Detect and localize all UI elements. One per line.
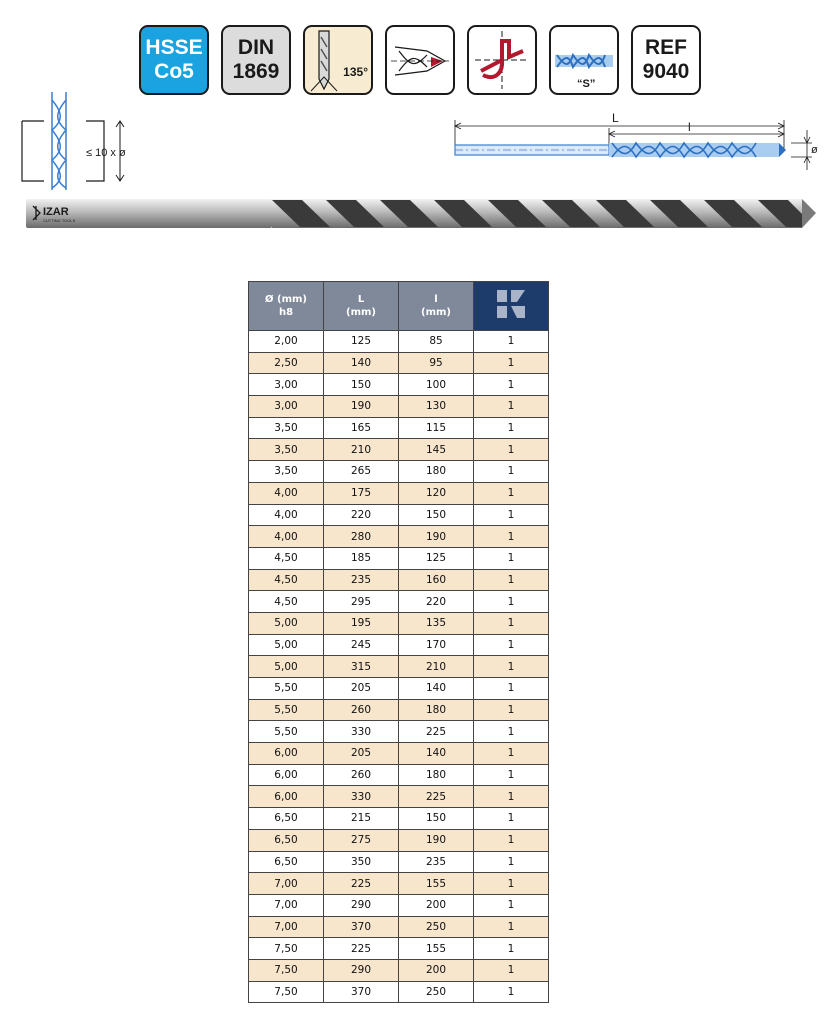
cell-diameter: 7,50 bbox=[249, 938, 324, 960]
cell-pack-quantity: 1 bbox=[474, 526, 549, 548]
cell-pack-quantity: 1 bbox=[474, 678, 549, 700]
cell-diameter: 5,50 bbox=[249, 721, 324, 743]
cell-total-length: 140 bbox=[324, 352, 399, 374]
table-row bbox=[249, 439, 549, 461]
cell-flute-length: 225 bbox=[399, 721, 474, 743]
dimension-diagram bbox=[455, 111, 818, 170]
table-row bbox=[249, 959, 549, 981]
cell-total-length: 220 bbox=[324, 504, 399, 526]
cell-diameter: 4,00 bbox=[249, 526, 324, 548]
cell-pack-quantity: 1 bbox=[474, 959, 549, 981]
cell-total-length: 370 bbox=[324, 916, 399, 938]
cell-pack-quantity: 1 bbox=[474, 374, 549, 396]
cell-total-length: 295 bbox=[324, 591, 399, 613]
cell-diameter: 4,00 bbox=[249, 504, 324, 526]
cell-total-length: 260 bbox=[324, 699, 399, 721]
cell-pack-quantity: 1 bbox=[474, 504, 549, 526]
cell-flute-length: 160 bbox=[399, 569, 474, 591]
cell-total-length: 350 bbox=[324, 851, 399, 873]
cell-flute-length: 200 bbox=[399, 894, 474, 916]
table-row bbox=[249, 482, 549, 504]
cell-pack-quantity: 1 bbox=[474, 439, 549, 461]
table-row bbox=[249, 894, 549, 916]
cell-flute-length: 155 bbox=[399, 938, 474, 960]
cell-pack-quantity: 1 bbox=[474, 352, 549, 374]
cell-diameter: 5,50 bbox=[249, 678, 324, 700]
cell-flute-length: 200 bbox=[399, 959, 474, 981]
table-header-row bbox=[249, 282, 549, 331]
cell-total-length: 280 bbox=[324, 526, 399, 548]
cell-pack-quantity: 1 bbox=[474, 331, 549, 353]
table-row bbox=[249, 352, 549, 374]
depth-diagram bbox=[22, 92, 126, 190]
cell-flute-length: 180 bbox=[399, 764, 474, 786]
cell-pack-quantity: 1 bbox=[474, 916, 549, 938]
cell-diameter: 3,00 bbox=[249, 396, 324, 418]
cell-total-length: 165 bbox=[324, 417, 399, 439]
cell-diameter: 4,50 bbox=[249, 569, 324, 591]
cell-total-length: 275 bbox=[324, 829, 399, 851]
cell-flute-length: 115 bbox=[399, 417, 474, 439]
cell-flute-length: 225 bbox=[399, 786, 474, 808]
table-row bbox=[249, 764, 549, 786]
cell-diameter: 3,50 bbox=[249, 461, 324, 483]
cell-flute-length: 235 bbox=[399, 851, 474, 873]
cell-total-length: 175 bbox=[324, 482, 399, 504]
cell-diameter: 5,00 bbox=[249, 656, 324, 678]
standard-line1: DIN bbox=[237, 36, 275, 59]
cell-flute-length: 150 bbox=[399, 504, 474, 526]
cell-diameter: 5,50 bbox=[249, 699, 324, 721]
col-pack-quantity bbox=[474, 282, 549, 331]
cell-flute-length: 120 bbox=[399, 482, 474, 504]
cell-pack-quantity: 1 bbox=[474, 569, 549, 591]
cell-flute-length: 125 bbox=[399, 547, 474, 569]
table-row bbox=[249, 938, 549, 960]
cell-flute-length: 250 bbox=[399, 981, 474, 1003]
cell-pack-quantity: 1 bbox=[474, 482, 549, 504]
cell-flute-length: 130 bbox=[399, 396, 474, 418]
cell-diameter: 3,00 bbox=[249, 374, 324, 396]
cell-diameter: 7,00 bbox=[249, 916, 324, 938]
cell-total-length: 290 bbox=[324, 959, 399, 981]
drill-photo bbox=[26, 199, 816, 228]
cell-total-length: 225 bbox=[324, 873, 399, 895]
cell-pack-quantity: 1 bbox=[474, 981, 549, 1003]
cell-total-length: 185 bbox=[324, 547, 399, 569]
cell-total-length: 330 bbox=[324, 786, 399, 808]
cell-pack-quantity: 1 bbox=[474, 851, 549, 873]
cell-pack-quantity: 1 bbox=[474, 396, 549, 418]
cell-total-length: 215 bbox=[324, 808, 399, 830]
cell-flute-length: 150 bbox=[399, 808, 474, 830]
cell-total-length: 205 bbox=[324, 743, 399, 765]
cell-flute-length: 155 bbox=[399, 873, 474, 895]
cell-diameter: 6,50 bbox=[249, 808, 324, 830]
cell-diameter: 5,00 bbox=[249, 612, 324, 634]
cell-flute-length: 85 bbox=[399, 331, 474, 353]
table-row bbox=[249, 678, 549, 700]
cell-diameter: 6,50 bbox=[249, 851, 324, 873]
technical-drawing bbox=[0, 0, 837, 250]
cell-pack-quantity: 1 bbox=[474, 721, 549, 743]
table-row bbox=[249, 808, 549, 830]
cell-flute-length: 140 bbox=[399, 743, 474, 765]
cell-diameter: 7,50 bbox=[249, 981, 324, 1003]
cell-pack-quantity: 1 bbox=[474, 656, 549, 678]
cell-diameter: 6,00 bbox=[249, 764, 324, 786]
cell-diameter: 6,00 bbox=[249, 786, 324, 808]
cell-total-length: 190 bbox=[324, 396, 399, 418]
standard-line2: 1869 bbox=[232, 60, 280, 83]
cell-diameter: 5,00 bbox=[249, 634, 324, 656]
cell-pack-quantity: 1 bbox=[474, 699, 549, 721]
cell-diameter: 2,50 bbox=[249, 352, 324, 374]
table-row bbox=[249, 634, 549, 656]
cell-total-length: 195 bbox=[324, 612, 399, 634]
cell-flute-length: 135 bbox=[399, 612, 474, 634]
cell-diameter: 3,50 bbox=[249, 439, 324, 461]
cell-flute-length: 140 bbox=[399, 678, 474, 700]
cell-diameter: 4,50 bbox=[249, 547, 324, 569]
cell-pack-quantity: 1 bbox=[474, 743, 549, 765]
cell-flute-length: 170 bbox=[399, 634, 474, 656]
table-row bbox=[249, 591, 549, 613]
table-row bbox=[249, 374, 549, 396]
table-row bbox=[249, 721, 549, 743]
cell-total-length: 370 bbox=[324, 981, 399, 1003]
cell-total-length: 235 bbox=[324, 569, 399, 591]
table-row bbox=[249, 699, 549, 721]
cell-diameter: 7,50 bbox=[249, 959, 324, 981]
cell-total-length: 205 bbox=[324, 678, 399, 700]
cell-flute-length: 190 bbox=[399, 829, 474, 851]
cell-pack-quantity: 1 bbox=[474, 612, 549, 634]
col-flute-length: l (mm) bbox=[399, 282, 474, 331]
dim-L-label: L bbox=[612, 111, 619, 125]
cell-total-length: 315 bbox=[324, 656, 399, 678]
helix-type-label: “S” bbox=[577, 78, 596, 90]
cell-total-length: 225 bbox=[324, 938, 399, 960]
cell-pack-quantity: 1 bbox=[474, 873, 549, 895]
material-line2: Co5 bbox=[154, 60, 194, 83]
package-icon bbox=[493, 286, 529, 322]
cell-diameter: 6,50 bbox=[249, 829, 324, 851]
cell-pack-quantity: 1 bbox=[474, 808, 549, 830]
cell-flute-length: 95 bbox=[399, 352, 474, 374]
cell-diameter: 2,00 bbox=[249, 331, 324, 353]
table-row bbox=[249, 873, 549, 895]
cell-pack-quantity: 1 bbox=[474, 547, 549, 569]
cell-pack-quantity: 1 bbox=[474, 786, 549, 808]
table-row bbox=[249, 612, 549, 634]
cell-flute-length: 220 bbox=[399, 591, 474, 613]
cell-pack-quantity: 1 bbox=[474, 894, 549, 916]
cell-total-length: 290 bbox=[324, 894, 399, 916]
cell-pack-quantity: 1 bbox=[474, 591, 549, 613]
cell-flute-length: 190 bbox=[399, 526, 474, 548]
cell-flute-length: 180 bbox=[399, 461, 474, 483]
cell-total-length: 265 bbox=[324, 461, 399, 483]
cell-diameter: 7,00 bbox=[249, 873, 324, 895]
table-row bbox=[249, 396, 549, 418]
table-row bbox=[249, 981, 549, 1003]
point-angle-label: 135° bbox=[343, 65, 368, 79]
table-row bbox=[249, 547, 549, 569]
material-line1: HSSE bbox=[145, 36, 203, 59]
cell-pack-quantity: 1 bbox=[474, 938, 549, 960]
cell-total-length: 330 bbox=[324, 721, 399, 743]
cell-pack-quantity: 1 bbox=[474, 461, 549, 483]
table-row bbox=[249, 526, 549, 548]
cell-diameter: 4,00 bbox=[249, 482, 324, 504]
table-row bbox=[249, 417, 549, 439]
cell-pack-quantity: 1 bbox=[474, 417, 549, 439]
table-row bbox=[249, 461, 549, 483]
table-row bbox=[249, 829, 549, 851]
cell-flute-length: 100 bbox=[399, 374, 474, 396]
cell-pack-quantity: 1 bbox=[474, 764, 549, 786]
cell-flute-length: 145 bbox=[399, 439, 474, 461]
cell-pack-quantity: 1 bbox=[474, 829, 549, 851]
dim-d-label: ø bbox=[811, 144, 818, 156]
col-total-length: L (mm) bbox=[324, 282, 399, 331]
cell-flute-length: 180 bbox=[399, 699, 474, 721]
table-row bbox=[249, 916, 549, 938]
table-row bbox=[249, 656, 549, 678]
cell-flute-length: 210 bbox=[399, 656, 474, 678]
brand-subtitle: CUTTING TOOLS bbox=[43, 218, 76, 223]
table-row bbox=[249, 504, 549, 526]
cell-total-length: 245 bbox=[324, 634, 399, 656]
brand-logo: IZAR bbox=[43, 206, 69, 218]
table-row bbox=[249, 331, 549, 353]
table-row bbox=[249, 569, 549, 591]
cell-flute-length: 250 bbox=[399, 916, 474, 938]
specification-table bbox=[248, 281, 549, 1003]
reference-line2: 9040 bbox=[642, 60, 690, 83]
cell-pack-quantity: 1 bbox=[474, 634, 549, 656]
cell-diameter: 3,50 bbox=[249, 417, 324, 439]
cell-diameter: 6,00 bbox=[249, 743, 324, 765]
dim-l-label: l bbox=[688, 120, 691, 134]
table-row bbox=[249, 786, 549, 808]
cell-total-length: 210 bbox=[324, 439, 399, 461]
table-row bbox=[249, 851, 549, 873]
cell-total-length: 150 bbox=[324, 374, 399, 396]
col-diameter: Ø (mm) h8 bbox=[249, 282, 324, 331]
reference-line1: REF bbox=[645, 36, 687, 59]
cell-diameter: 4,50 bbox=[249, 591, 324, 613]
depth-label: ≤ 10 x ø bbox=[86, 147, 126, 159]
cell-total-length: 125 bbox=[324, 331, 399, 353]
cell-diameter: 7,00 bbox=[249, 894, 324, 916]
table-row bbox=[249, 743, 549, 765]
cell-total-length: 260 bbox=[324, 764, 399, 786]
